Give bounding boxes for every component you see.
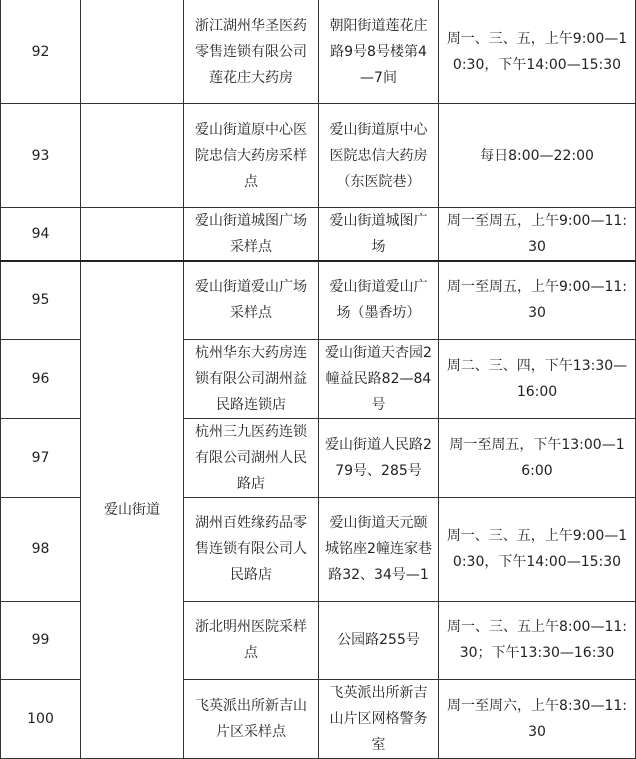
row-number: 92 xyxy=(1,0,81,104)
site-name: 爱山街道原中心医院忠信大药房采样点 xyxy=(184,104,319,208)
site-name: 杭州三九医药连锁有限公司湖州人民路店 xyxy=(184,418,319,497)
table-row xyxy=(1,208,636,262)
table-row xyxy=(1,104,636,208)
row-number: 98 xyxy=(1,497,81,601)
row-number: 94 xyxy=(1,208,81,262)
row-number: 100 xyxy=(1,679,81,758)
site-address: 爱山街道天元颐城铭座2幢连家巷路32、34号—1 xyxy=(319,497,439,601)
site-address: 爱山街道天杏园2幢益民路82—84号 xyxy=(319,339,439,418)
site-address: 公园路255号 xyxy=(319,601,439,679)
site-hours: 周一、三、五，上午9:00—10:30，下午14:00—15:30 xyxy=(439,497,636,601)
site-name: 爱山街道爱山广场采样点 xyxy=(184,261,319,339)
site-address: 爱山街道城图广场 xyxy=(319,208,439,262)
site-name: 杭州华东大药房连锁有限公司湖州益民路连锁店 xyxy=(184,339,319,418)
site-address: 爱山街道人民路279号、285号 xyxy=(319,418,439,497)
row-number: 95 xyxy=(1,261,81,339)
site-hours: 周一、三、五，上午9:00—10:30，下午14:00—15:30 xyxy=(439,0,636,104)
site-address: 爱山街道爱山广场（墨香坊） xyxy=(319,261,439,339)
street-cell xyxy=(81,0,184,104)
site-hours: 每日8:00—22:00 xyxy=(439,104,636,208)
site-name: 飞英派出所新吉山片区采样点 xyxy=(184,679,319,758)
site-hours: 周一至周六，上午8:30—11:30 xyxy=(439,679,636,758)
site-hours: 周一至周五，下午13:00—16:00 xyxy=(439,418,636,497)
row-number: 97 xyxy=(1,418,81,497)
row-number: 96 xyxy=(1,339,81,418)
street-cell xyxy=(81,208,184,262)
table-row xyxy=(1,0,636,104)
site-name: 湖州百姓缘药品零售连锁有限公司人民路店 xyxy=(184,497,319,601)
site-name: 爱山街道城图广场采样点 xyxy=(184,208,319,262)
street-name: 爱山街道 xyxy=(81,261,184,758)
site-hours: 周一至周五，上午9:00—11:30 xyxy=(439,208,636,262)
table-row xyxy=(1,261,636,339)
site-name: 浙北明州医院采样点 xyxy=(184,601,319,679)
site-hours: 周二、三、四，下午13:30—16:00 xyxy=(439,339,636,418)
site-hours: 周一至周五，上午9:00—11:30 xyxy=(439,261,636,339)
site-address: 爱山街道原中心医院忠信大药房（东医院巷） xyxy=(319,104,439,208)
site-address: 朝阳街道莲花庄路9号8号楼第4—7间 xyxy=(319,0,439,104)
row-number: 99 xyxy=(1,601,81,679)
site-name: 浙江湖州华圣医药零售连锁有限公司莲花庄大药房 xyxy=(184,0,319,104)
site-address: 飞英派出所新吉山片区网格警务室 xyxy=(319,679,439,758)
street-cell xyxy=(81,104,184,208)
row-number: 93 xyxy=(1,104,81,208)
site-hours: 周一、三、五上午8:00—11:30；下午13:30—16:30 xyxy=(439,601,636,679)
